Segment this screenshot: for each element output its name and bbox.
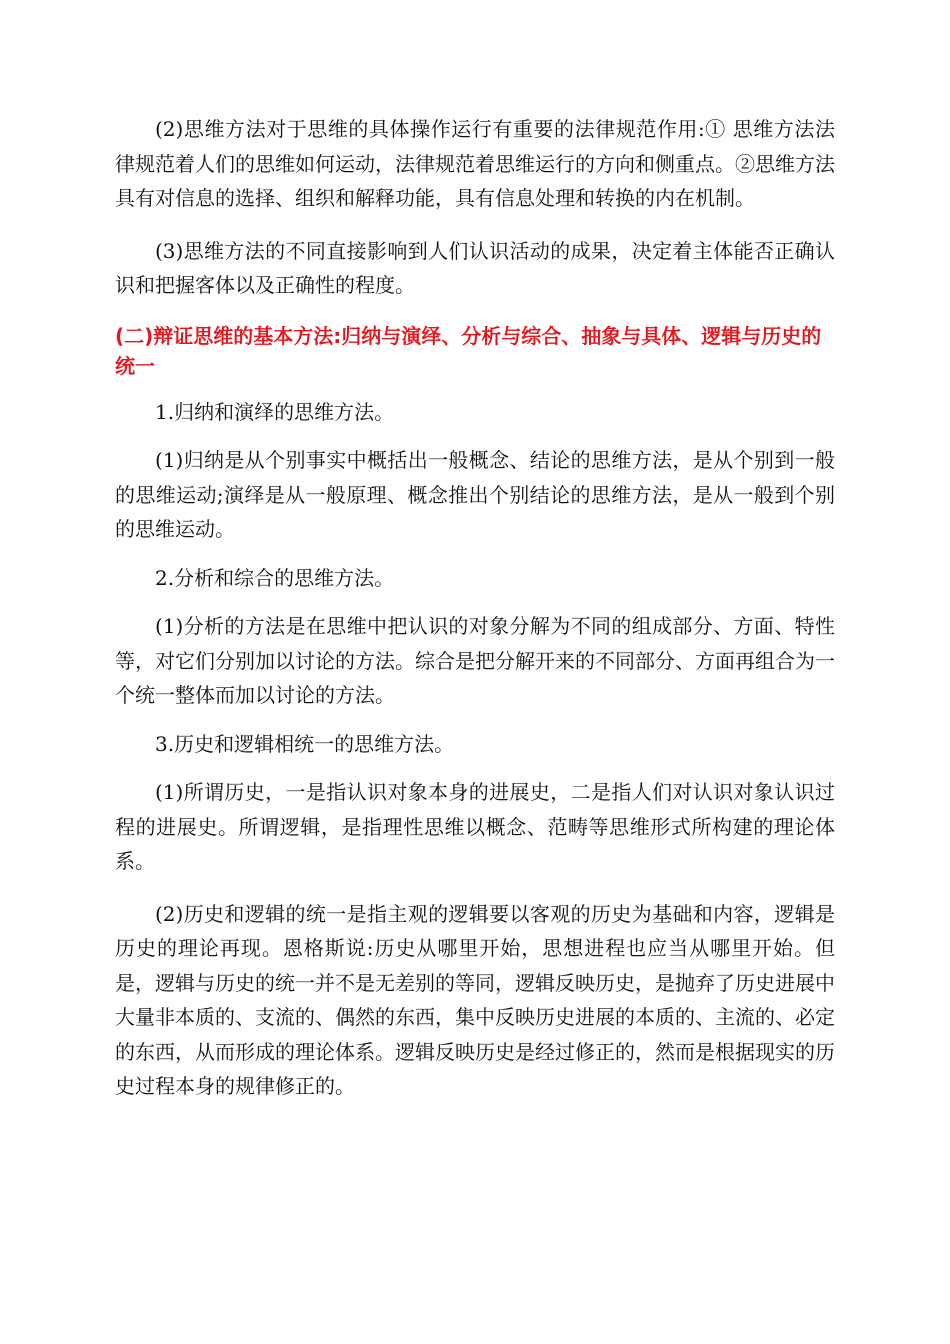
paragraph-thinking-method-result: (3)思维方法的不同直接影响到人们认识活动的成果，决定着主体能否正确认识和把握客体以及正确性的程度。	[115, 238, 835, 297]
paragraph-history-logic-definition: (1)所谓历史，一是指认识对象本身的进展史，二是指人们对认识对象认识过程的进展史。所谓逻辑，是指理性思维以概念、范畴等思维形式所构建的理论体系。	[115, 780, 835, 873]
document-body	[115, 112, 835, 1104]
item-analysis-synthesis: 2.分析和综合的思维方法。	[155, 565, 395, 590]
paragraph-thinking-method-norm: (2)思维方法对于思维的具体操作运行有重要的法律规范作用:① 思维方法法律规范着人们的思维如何运动，法律规范着思维运行的方向和侧重点。②思维方法具有对信息的选择、组织和解释功能，具有信息处理和转换的内在机制。	[115, 117, 835, 210]
section-heading: (二)辩证思维的基本方法:归纳与演绎、分析与综合、抽象与具体、逻辑与历史的统一	[115, 323, 822, 378]
paragraph-history-logic-unity: (2)历史和逻辑的统一是指主观的逻辑要以客观的历史为基础和内容，逻辑是历史的理论再现。恩格斯说:历史从哪里开始，思想进程也应当从哪里开始。但是，逻辑与历史的统一并不是无差别的等同，逻辑反映历史，是抛弃了历史进展中大量非本质的、支流的、偶然的东西，集中反映历史进展的本质的、主流的、必定的东西，从而形成的理论体系。逻辑反映历史是经过修正的，然而是根据现实的历史过程本身的规律修正的。	[115, 901, 835, 1098]
item-history-logic: 3.历史和逻辑相统一的思维方法。	[155, 731, 455, 756]
item-induction-deduction: 1.归纳和演绎的思维方法。	[155, 399, 395, 424]
paragraph-induction-deduction: (1)归纳是从个别事实中概括出一般概念、结论的思维方法，是从个别到一般的思维运动;演绎是从一般原理、概念推出个别结论的思维方法，是从一般到个别的思维运动。	[115, 448, 835, 541]
paragraph-analysis-synthesis: (1)分析的方法是在思维中把认识的对象分解为不同的组成部分、方面、特性等，对它们分别加以讨论的方法。综合是把分解开来的不同部分、方面再组合为一个统一整体而加以讨论的方法。	[115, 614, 835, 707]
